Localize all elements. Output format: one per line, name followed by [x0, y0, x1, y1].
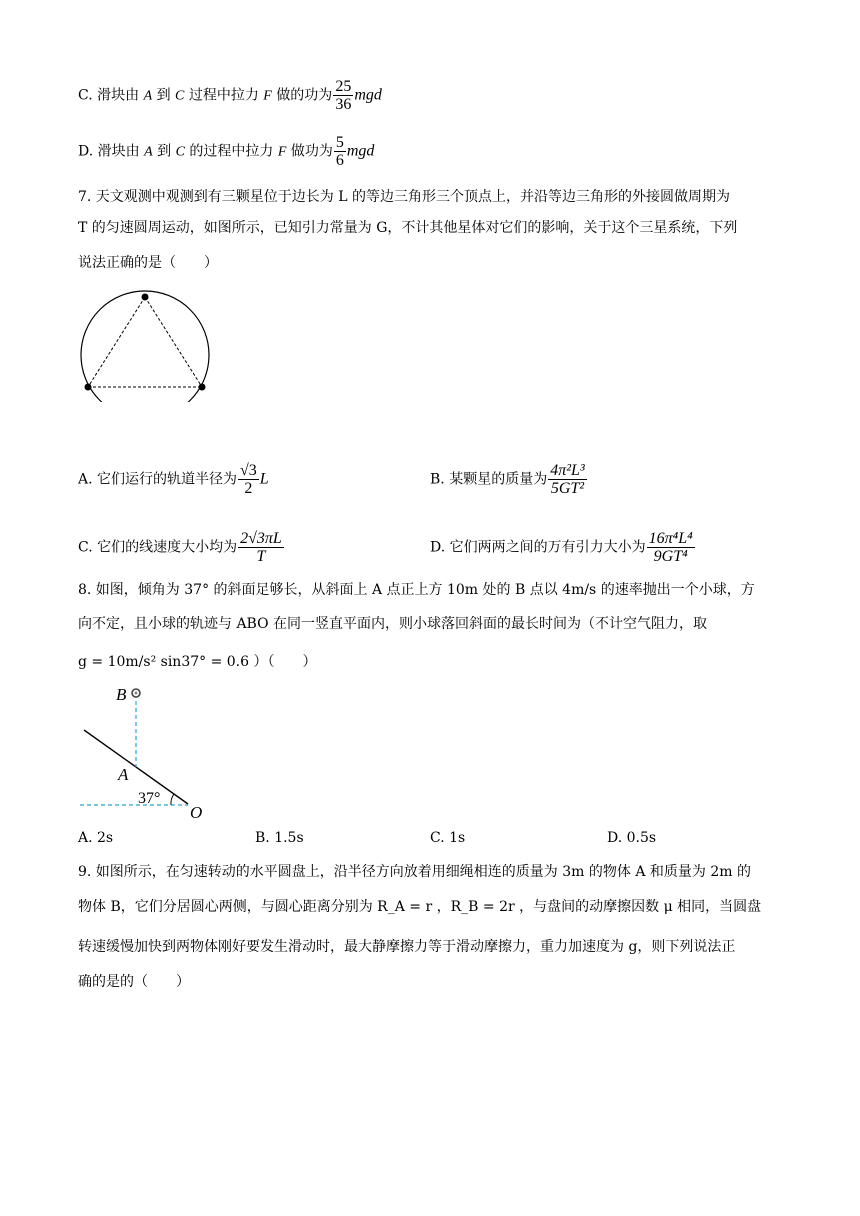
label-a: A [118, 765, 129, 784]
q7-option-a: A. 它们运行的轨道半径为 $\frac{√3}{2}$ L [78, 462, 269, 497]
q8-option-b: B. 1.5s [255, 830, 304, 846]
option-d-q6: D. 滑块由 A 到 C 的过程中拉力 F 做功为 $\frac{5}{6}$ mgd [78, 134, 375, 169]
orbit-circle [81, 291, 209, 402]
angle-arc [171, 794, 174, 805]
fraction: $\frac{5}{6}$ [335, 134, 344, 169]
star-right [199, 384, 206, 391]
fraction: $\frac{√3}{2}$ [240, 462, 257, 497]
q7-text-line1: 7. 天文观测中观测到有三颗星位于边长为 L 的等边三角形三个顶点上，并沿等边三角形的外接圆做周期为 [78, 189, 731, 205]
label-o: O [190, 803, 203, 822]
q9-text-line3: 转速缓慢加快到两物体刚好要发生滑动时，最大静摩擦力等于滑动摩擦力，重力加速度为 g，则下列说法正 [78, 939, 736, 955]
fraction: $\frac{\text{16π⁴L⁴}}{\text{9GT⁴}}$ [648, 530, 693, 565]
q8-option-c: C. 1s [430, 830, 466, 846]
q9-text-line2: 物体 B，它们分居圆心两侧，与圆心距离分别为 R_A = r ，R_B = 2r ，与盘间的动摩擦因数 μ 相同，当圆盘 [78, 899, 762, 915]
label-angle: 37° [138, 790, 161, 807]
star-top [142, 294, 149, 301]
fraction: $\frac{2√3\pi L}{T}$ [240, 530, 282, 565]
fraction: $\frac{\text{4π²L³}}{\text{5GT²}}$ [550, 462, 585, 497]
q8-text-line1: 8. 如图，倾角为 37° 的斜面足够长，从斜面上 A 点正上方 10m 处的 B 点以 4m/s 的速率抛出一个小球，方 [78, 582, 755, 598]
label-b: B [116, 685, 127, 704]
star-left [85, 384, 92, 391]
option-c-q6: C. 滑块由 A 到 C 过程中拉力 F 做的功为 $\frac{25}{36}$ mgd [78, 78, 382, 113]
fraction: $\frac{25}{36}$ [335, 78, 352, 113]
q8-text-line3: g = 10m/s² sin37° = 0.6 ）（ ） [78, 654, 317, 670]
q7-text-line2: T 的匀速圆周运动，如图所示，已知引力常量为 G，不计其他星体对它们的影响，关于这个三星系统，下列 [78, 220, 738, 236]
q9-text-line1: 9. 如图所示，在匀速转动的水平圆盘上，沿半径方向放着用细绳相连的质量为 3m 的物体 A 和质量为 2m 的 [78, 864, 751, 880]
incline-diagram [78, 684, 218, 822]
q7-option-c: C. 它们的线速度大小均为 $\frac{2√3\pi L}{T}$ [78, 530, 282, 565]
q8-option-a: A. 2s [78, 830, 114, 846]
q7-option-b: B. 某颗星的质量为 $\frac{\text{4π²L³}}{\text{5GT²}}$ [430, 462, 585, 497]
three-star-diagram [78, 290, 218, 402]
q7-text-line3: 说法正确的是（ ） [78, 255, 218, 271]
q8-option-d: D. 0.5s [607, 830, 657, 846]
q9-text-line4: 确的是的（ ） [78, 974, 190, 990]
q7-option-d: D. 它们两两之间的万有引力大小为 $\frac{\text{16π⁴L⁴}}{\text{9GT⁴}}$ [430, 530, 693, 565]
q8-text-line2: 向不定，且小球的轨迹与 ABO 在同一竖直平面内，则小球落回斜面的最长时间为（不计空气阻力，取 [78, 616, 708, 632]
